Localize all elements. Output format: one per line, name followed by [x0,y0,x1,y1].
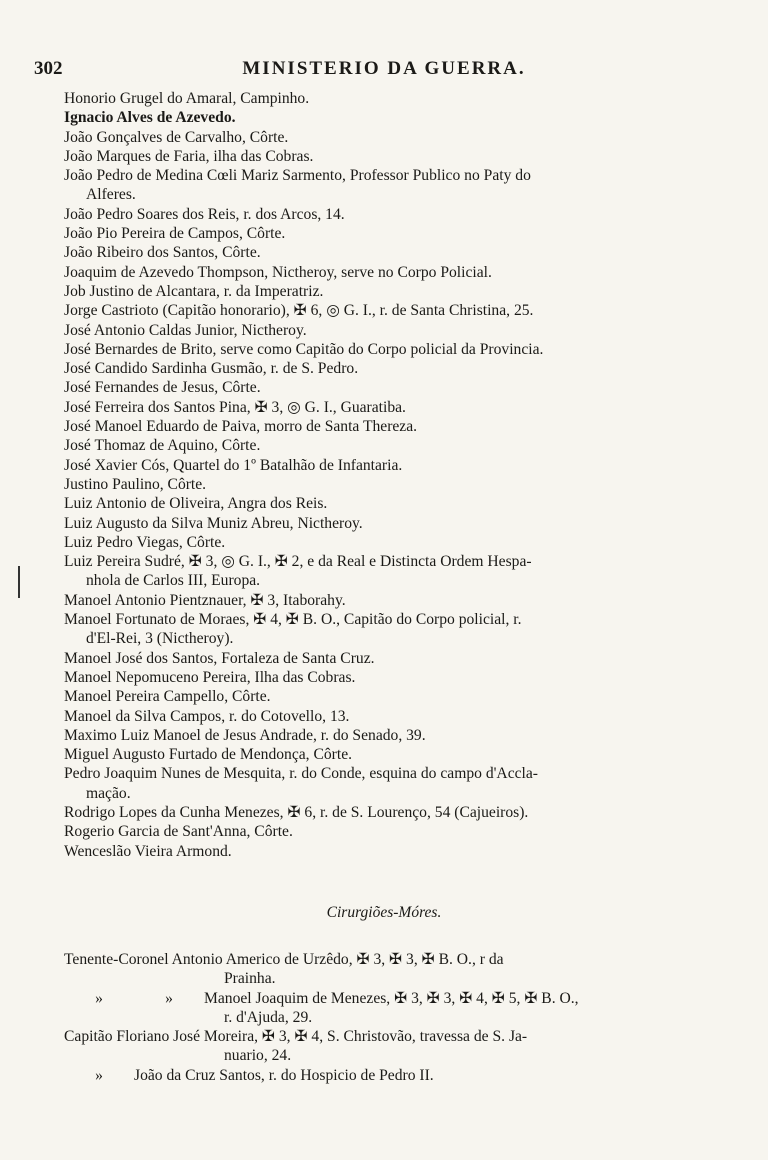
list-item: João Pedro de Medina Cœli Mariz Sarmento, Professor Publico no Paty do [64,167,531,185]
list-item: João Gonçalves de Carvalho, Côrte. [64,128,289,146]
list-item: João Marques de Faria, ilha das Cobras. [64,147,314,165]
list-item: João Pedro Soares dos Reis, r. dos Arcos, 14. [64,205,345,223]
list-item: Manoel Pereira Campello, Côrte. [64,688,271,706]
list-item: José Antonio Caldas Junior, Nictheroy. [64,321,307,339]
list-item: Luiz Pereira Sudré, ✠ 3, ◎ G. I., ✠ 2, e da Real e Distincta Ordem Hespa- [64,553,532,571]
list-item: Maximo Luiz Manoel de Jesus Andrade, r. do Senado, 39. [64,726,426,744]
list-item: Ignacio Alves de Azevedo. [64,109,236,127]
list-item: Manoel Antonio Pientznauer, ✠ 3, Itaborahy. [64,591,346,609]
list-item: Luiz Augusto da Silva Muniz Abreu, Nictheroy. [64,514,363,532]
list-item: Miguel Augusto Furtado de Mendonça, Côrte. [64,746,353,764]
list-item: Rodrigo Lopes da Cunha Menezes, ✠ 6, r. de S. Lourenço, 54 (Cajueiros). [64,803,529,821]
surgeon-list [64,950,704,1085]
list-item: Jorge Castrioto (Capitão honorario), ✠ 6, ◎ G. I., r. de Santa Christina, 25. [64,302,534,320]
list-item: Manoel José dos Santos, Fortaleza de Santa Cruz. [64,649,375,667]
ditto-mark: » [95,1066,103,1084]
ditto-mark: » [165,989,173,1007]
list-item: José Candido Sardinha Gusmão, r. de S. Pedro. [64,360,359,378]
list-item: José Xavier Cós, Quartel do 1º Batalhão de Infantaria. [64,456,403,474]
list-item: João Pio Pereira de Campos, Côrte. [64,225,286,243]
list-item: Luiz Antonio de Oliveira, Angra dos Reis. [64,495,328,513]
list-item-continuation: Prainha. [224,970,276,988]
list-item: Honorio Grugel do Amaral, Campinho. [64,90,310,107]
list-item: José Thomaz de Aquino, Côrte. [64,437,261,455]
name-list [64,89,704,861]
page-header [34,58,734,84]
list-item-text: João da Cruz Santos, r. do Hospicio de Pedro II. [134,1066,434,1084]
list-item: João Ribeiro dos Santos, Côrte. [64,244,261,262]
ditto-mark: » [95,989,103,1007]
margin-mark [18,566,20,598]
list-item-text: Manoel Joaquim de Menezes, ✠ 3, ✠ 3, ✠ 4, ✠ 5, ✠ B. O., [204,989,579,1007]
list-item: Job Justino de Alcantara, r. da Imperatriz. [64,282,324,300]
list-item-continuation: r. d'Ajuda, 29. [224,1008,313,1026]
list-item: Pedro Joaquim Nunes de Mesquita, r. do Conde, esquina do campo d'Accla- [64,765,538,783]
list-item-continuation: Alferes. [86,186,136,204]
list-item: José Manoel Eduardo de Paiva, morro de Santa Thereza. [64,418,418,436]
list-item: Justino Paulino, Côrte. [64,475,207,493]
list-item: Joaquim de Azevedo Thompson, Nictheroy, serve no Corpo Policial. [64,263,492,281]
list-item: Manoel Fortunato de Moraes, ✠ 4, ✠ B. O., Capitão do Corpo policial, r. [64,611,522,629]
list-item-continuation: d'El-Rei, 3 (Nictheroy). [86,630,234,648]
list-item: José Fernandes de Jesus, Côrte. [64,379,261,397]
list-item-continuation: nuario, 24. [224,1047,292,1065]
list-item-continuation: nhola de Carlos III, Europa. [86,572,261,590]
list-item: Capitão Floriano José Moreira, ✠ 3, ✠ 4, S. Christovão, travessa de S. Ja- [64,1028,528,1046]
list-item [64,989,704,1008]
list-item: Tenente-Coronel Antonio Americo de Urzêdo, ✠ 3, ✠ 3, ✠ B. O., r da [64,951,504,968]
list-item: Manoel Nepomuceno Pereira, Ilha das Cobras. [64,668,356,686]
list-item: Luiz Pedro Viegas, Côrte. [64,533,226,551]
list-item: Wenceslão Vieira Armond. [64,842,232,860]
running-title: MINISTERIO DA GUERRA. [242,58,526,79]
section-title: Cirurgiões-Móres. [326,904,442,921]
page-number: 302 [34,58,63,79]
list-item: José Ferreira dos Santos Pina, ✠ 3, ◎ G. I., Guaratiba. [64,398,406,416]
list-item-continuation: mação. [86,784,131,802]
list-item: Manoel da Silva Campos, r. do Cotovello, 13. [64,707,350,725]
list-item: José Bernardes de Brito, serve como Capitão do Corpo policial da Provincia. [64,340,544,358]
list-item: Rogerio Garcia de Sant'Anna, Côrte. [64,823,293,841]
list-item [64,1066,704,1085]
